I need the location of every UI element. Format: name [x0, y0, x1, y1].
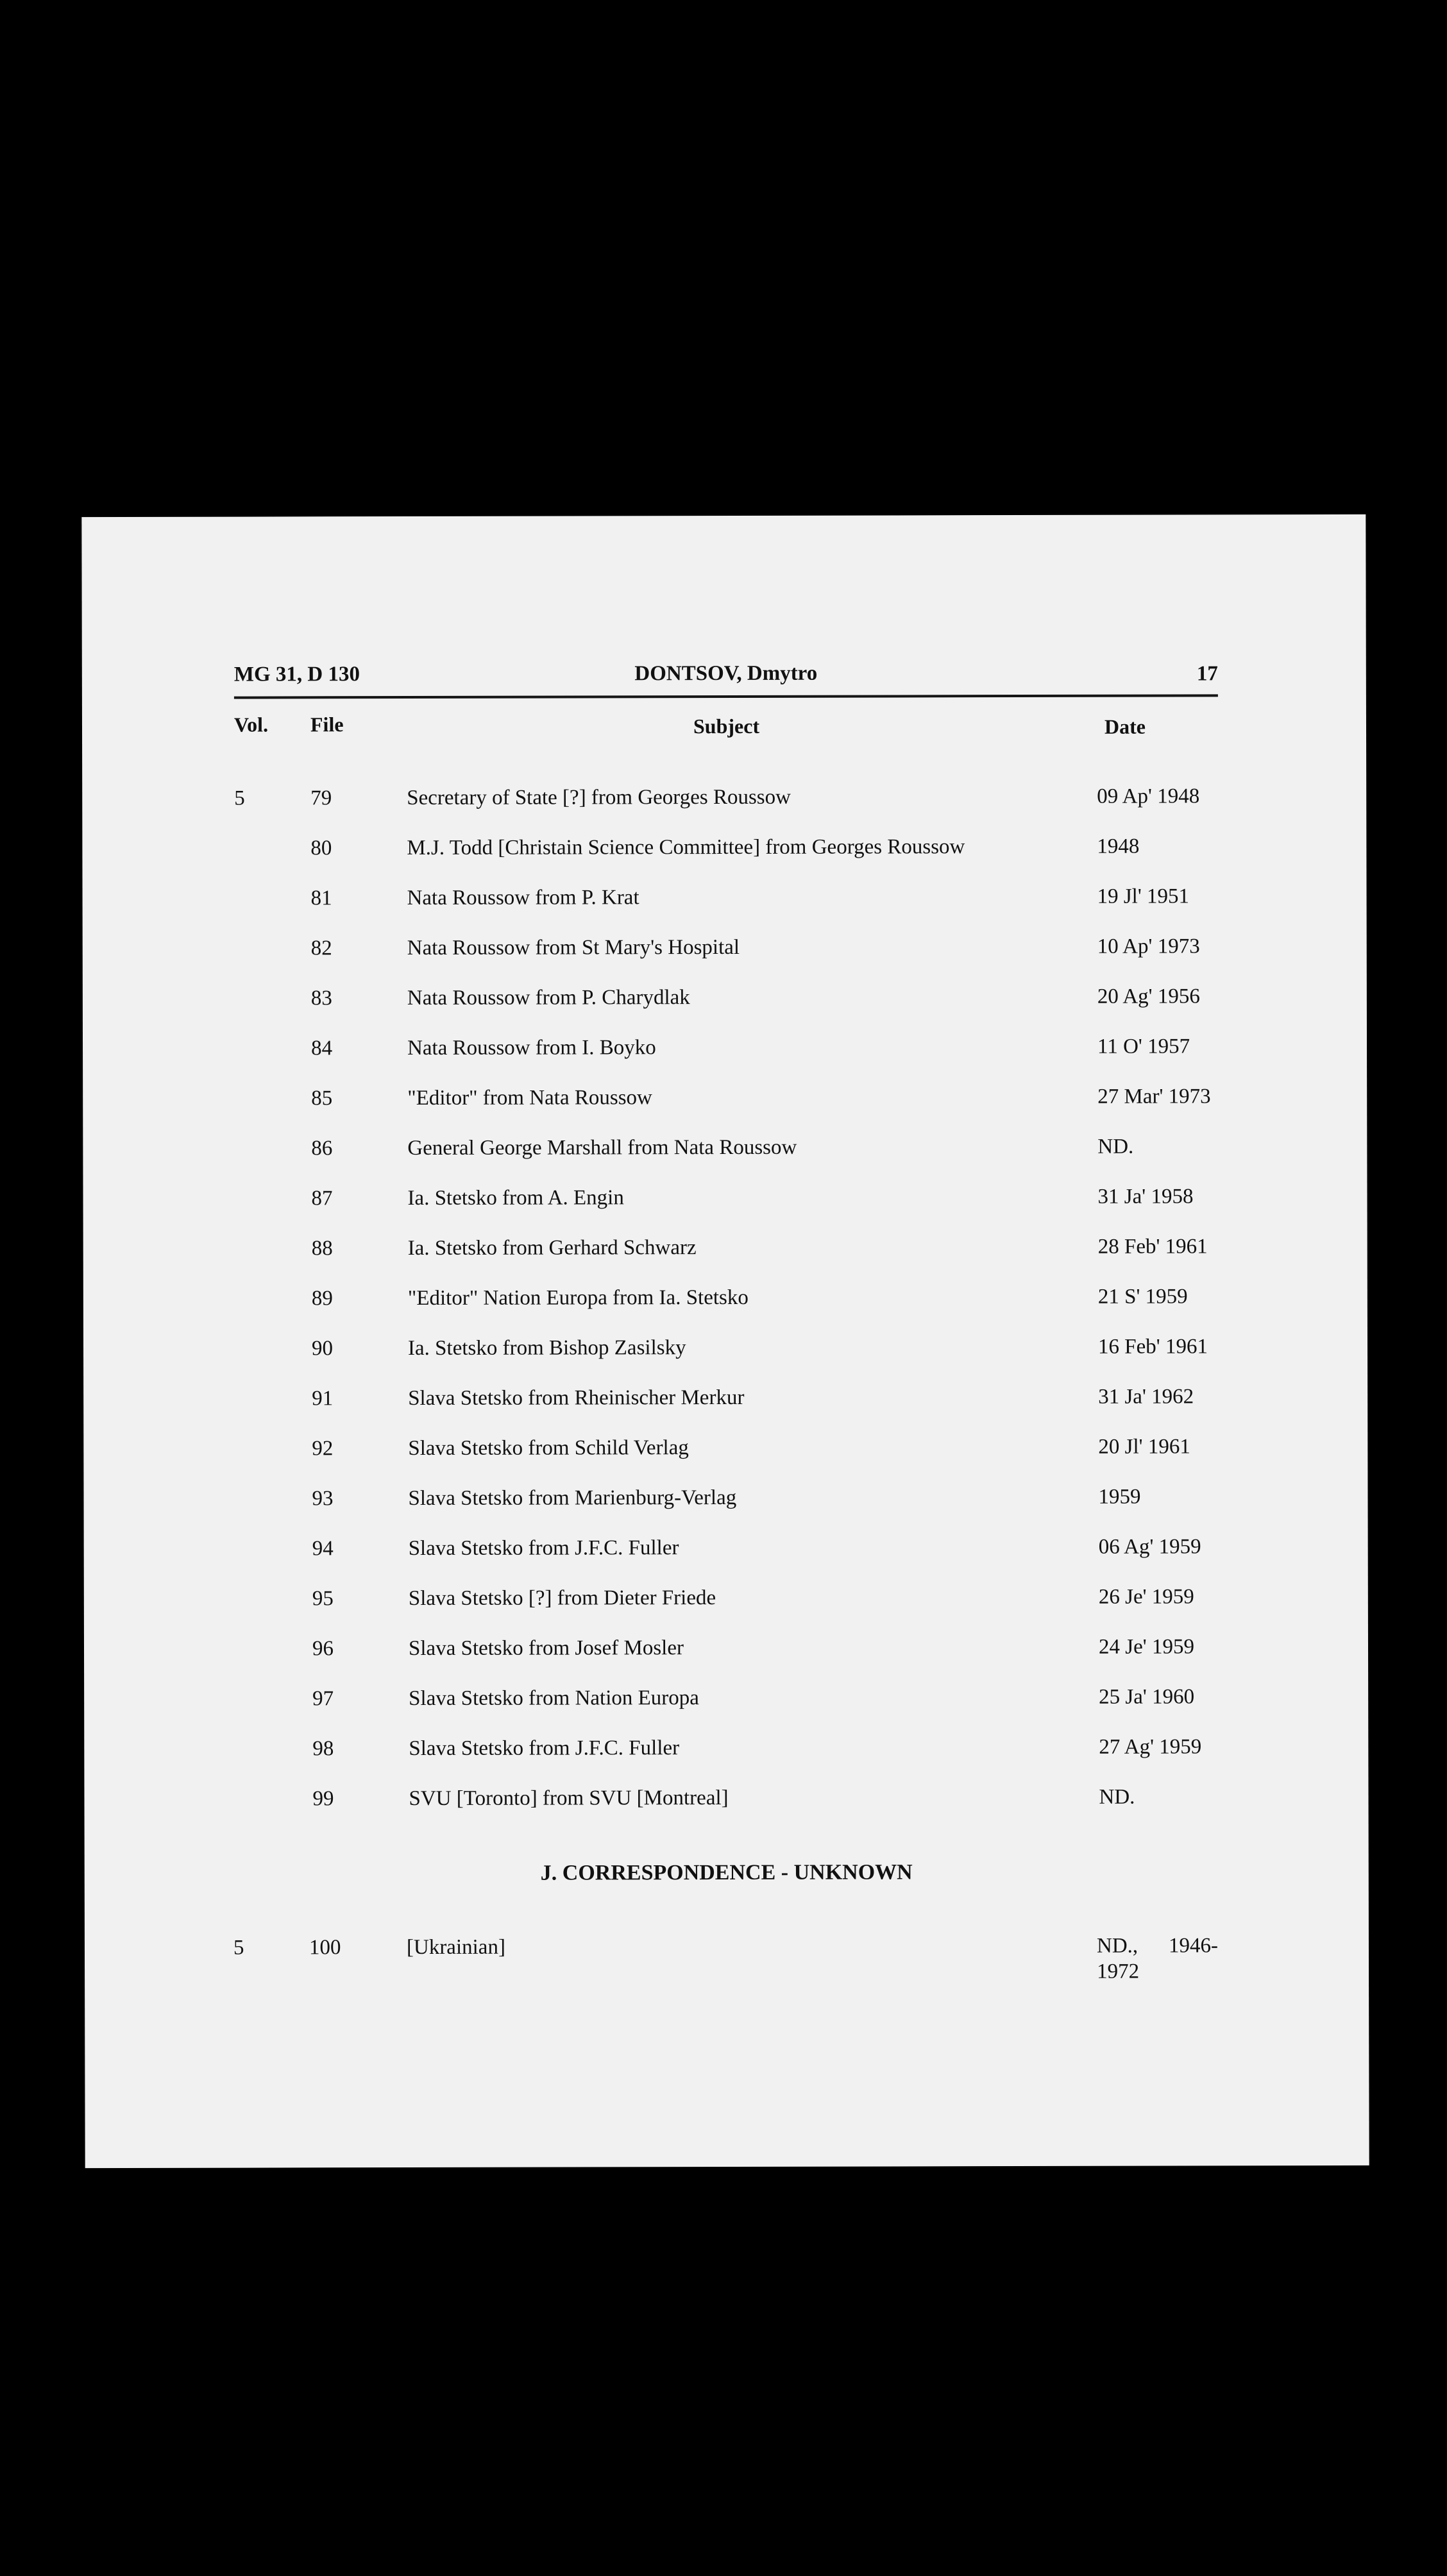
list-item: [84, 1785, 1368, 1838]
date-cell: 10 Ap' 1973: [1097, 935, 1200, 958]
date-cell: ND.,: [1096, 1934, 1138, 1958]
file-cell: 99: [312, 1787, 334, 1811]
list-item: [83, 1485, 1367, 1538]
date-cell: 09 Ap' 1948: [1097, 784, 1200, 808]
file-cell: 84: [311, 1037, 333, 1060]
subject-cell: General George Marshall from Nata Roussow: [407, 1135, 797, 1160]
subject-cell: Slava Stetsko [?] from Dieter Friede: [408, 1586, 716, 1611]
date-cell: ND.: [1097, 1135, 1134, 1158]
list-item: [84, 1685, 1368, 1738]
file-cell: 94: [312, 1537, 334, 1561]
list-item: [83, 1085, 1367, 1137]
subject-cell: Ia. Stetsko from Gerhard Schwarz: [407, 1236, 697, 1260]
subject-cell: SVU [Toronto] from SVU [Montreal]: [409, 1786, 729, 1811]
date-range-end: 1972: [1097, 1960, 1140, 1983]
subject-cell: Nata Roussow from I. Boyko: [407, 1036, 656, 1060]
subject-cell: Ia. Stetsko from Bishop Zasilsky: [407, 1336, 686, 1360]
date-cell: 24 Je' 1959: [1098, 1635, 1194, 1659]
list-item: [83, 885, 1367, 937]
vol-cell: 5: [233, 1936, 244, 1960]
date-cell: 1948: [1097, 835, 1140, 858]
page-number: 17: [1196, 662, 1218, 686]
date-cell: 1959: [1098, 1485, 1141, 1509]
subject-cell: Slava Stetsko from Schild Verlag: [408, 1436, 689, 1461]
file-cell: 86: [311, 1137, 333, 1160]
list-item: [83, 1135, 1367, 1187]
list-item: [83, 1235, 1367, 1287]
column-header-vol: Vol.: [233, 713, 269, 736]
date-cell: 11 O' 1957: [1097, 1035, 1190, 1058]
list-item: [84, 1585, 1368, 1638]
date-cell: 21 S' 1959: [1097, 1285, 1188, 1309]
vol-cell: 5: [234, 786, 245, 810]
file-cell: 97: [312, 1687, 334, 1711]
subject-cell: [Ukrainian]: [406, 1935, 505, 1960]
date-cell: 31 Ja' 1962: [1098, 1385, 1194, 1409]
date-cell: 20 Jl' 1961: [1098, 1435, 1190, 1459]
file-list: [82, 784, 1368, 1838]
document-page: [81, 514, 1369, 2168]
reference-code: MG 31, D 130: [233, 663, 360, 686]
document-title: DONTSOV, Dmytro: [634, 661, 818, 686]
date-cell: ND.: [1099, 1785, 1135, 1809]
file-cell: 90: [311, 1337, 334, 1360]
date-range-start: 1946-: [1168, 1934, 1219, 1958]
subject-cell: "Editor" Nation Europa from Ia. Stetsko: [407, 1285, 749, 1310]
subject-cell: Slava Stetsko from Nation Europa: [409, 1686, 699, 1711]
column-header-date: Date: [1104, 715, 1146, 738]
subject-cell: M.J. Todd [Christain Science Committee] from Georges Roussow: [407, 835, 965, 860]
subject-cell: Slava Stetsko from Josef Mosler: [408, 1636, 684, 1661]
subject-cell: Nata Roussow from P. Krat: [407, 886, 639, 910]
column-header-subject: Subject: [693, 714, 760, 738]
list-item: [83, 1285, 1367, 1337]
date-cell: 27 Mar' 1973: [1097, 1085, 1211, 1108]
date-cell: 06 Ag' 1959: [1098, 1535, 1201, 1559]
list-item: [83, 1035, 1367, 1087]
file-cell: 93: [312, 1487, 334, 1511]
list-item: [84, 1535, 1368, 1588]
file-cell: 85: [311, 1087, 333, 1110]
list-item: [84, 1635, 1368, 1688]
list-item: [82, 835, 1366, 887]
file-cell: 80: [310, 836, 332, 860]
list-item: [85, 1934, 1369, 1983]
column-header-file: File: [310, 713, 344, 736]
page-header: [234, 659, 1218, 699]
file-cell: 95: [312, 1587, 334, 1611]
list-item: [84, 1735, 1368, 1788]
file-cell: 91: [312, 1387, 334, 1411]
list-item: [83, 985, 1367, 1037]
list-item: [82, 784, 1366, 837]
date-cell: 31 Ja' 1958: [1097, 1185, 1194, 1208]
file-cell: 87: [311, 1187, 333, 1210]
subject-cell: Slava Stetsko from Rheinischer Merkur: [408, 1385, 745, 1411]
subject-cell: Slava Stetsko from Marienburg-Verlag: [408, 1486, 737, 1511]
file-cell: 83: [310, 987, 332, 1010]
subject-cell: Secretary of State [?] from Georges Roussow: [407, 785, 791, 810]
date-cell: 26 Je' 1959: [1098, 1585, 1194, 1609]
subject-cell: Nata Roussow from P. Charydlak: [407, 986, 690, 1010]
subject-cell: Slava Stetsko from J.F.C. Fuller: [409, 1736, 680, 1761]
file-cell: 79: [310, 786, 332, 810]
file-cell: 92: [312, 1437, 334, 1461]
subject-cell: Nata Roussow from St Mary's Hospital: [407, 935, 740, 960]
date-cell: 28 Feb' 1961: [1097, 1235, 1208, 1258]
file-cell: 96: [312, 1637, 334, 1661]
file-cell: 81: [310, 886, 332, 910]
section-heading: J. CORRESPONDENCE - UNKNOWN: [540, 1860, 913, 1885]
file-cell: 82: [310, 936, 332, 960]
file-cell: 88: [311, 1237, 333, 1260]
date-cell: 19 Jl' 1951: [1097, 885, 1190, 908]
subject-cell: Slava Stetsko from J.F.C. Fuller: [408, 1536, 679, 1561]
list-item: [83, 935, 1367, 987]
date-cell: 27 Ag' 1959: [1099, 1735, 1202, 1759]
list-item: [83, 1435, 1367, 1487]
list-item: [83, 1385, 1367, 1437]
subject-cell: Ia. Stetsko from A. Engin: [407, 1186, 624, 1210]
file-cell: 89: [311, 1287, 333, 1310]
date-cell: 16 Feb' 1961: [1097, 1335, 1208, 1359]
file-cell: 98: [312, 1737, 334, 1761]
list-item: [83, 1185, 1367, 1237]
list-item: [83, 1335, 1367, 1387]
file-cell: 100: [309, 1936, 341, 1960]
date-cell: 25 Ja' 1960: [1099, 1685, 1195, 1709]
date-cell: 20 Ag' 1956: [1097, 985, 1200, 1008]
subject-cell: "Editor" from Nata Roussow: [407, 1086, 652, 1110]
